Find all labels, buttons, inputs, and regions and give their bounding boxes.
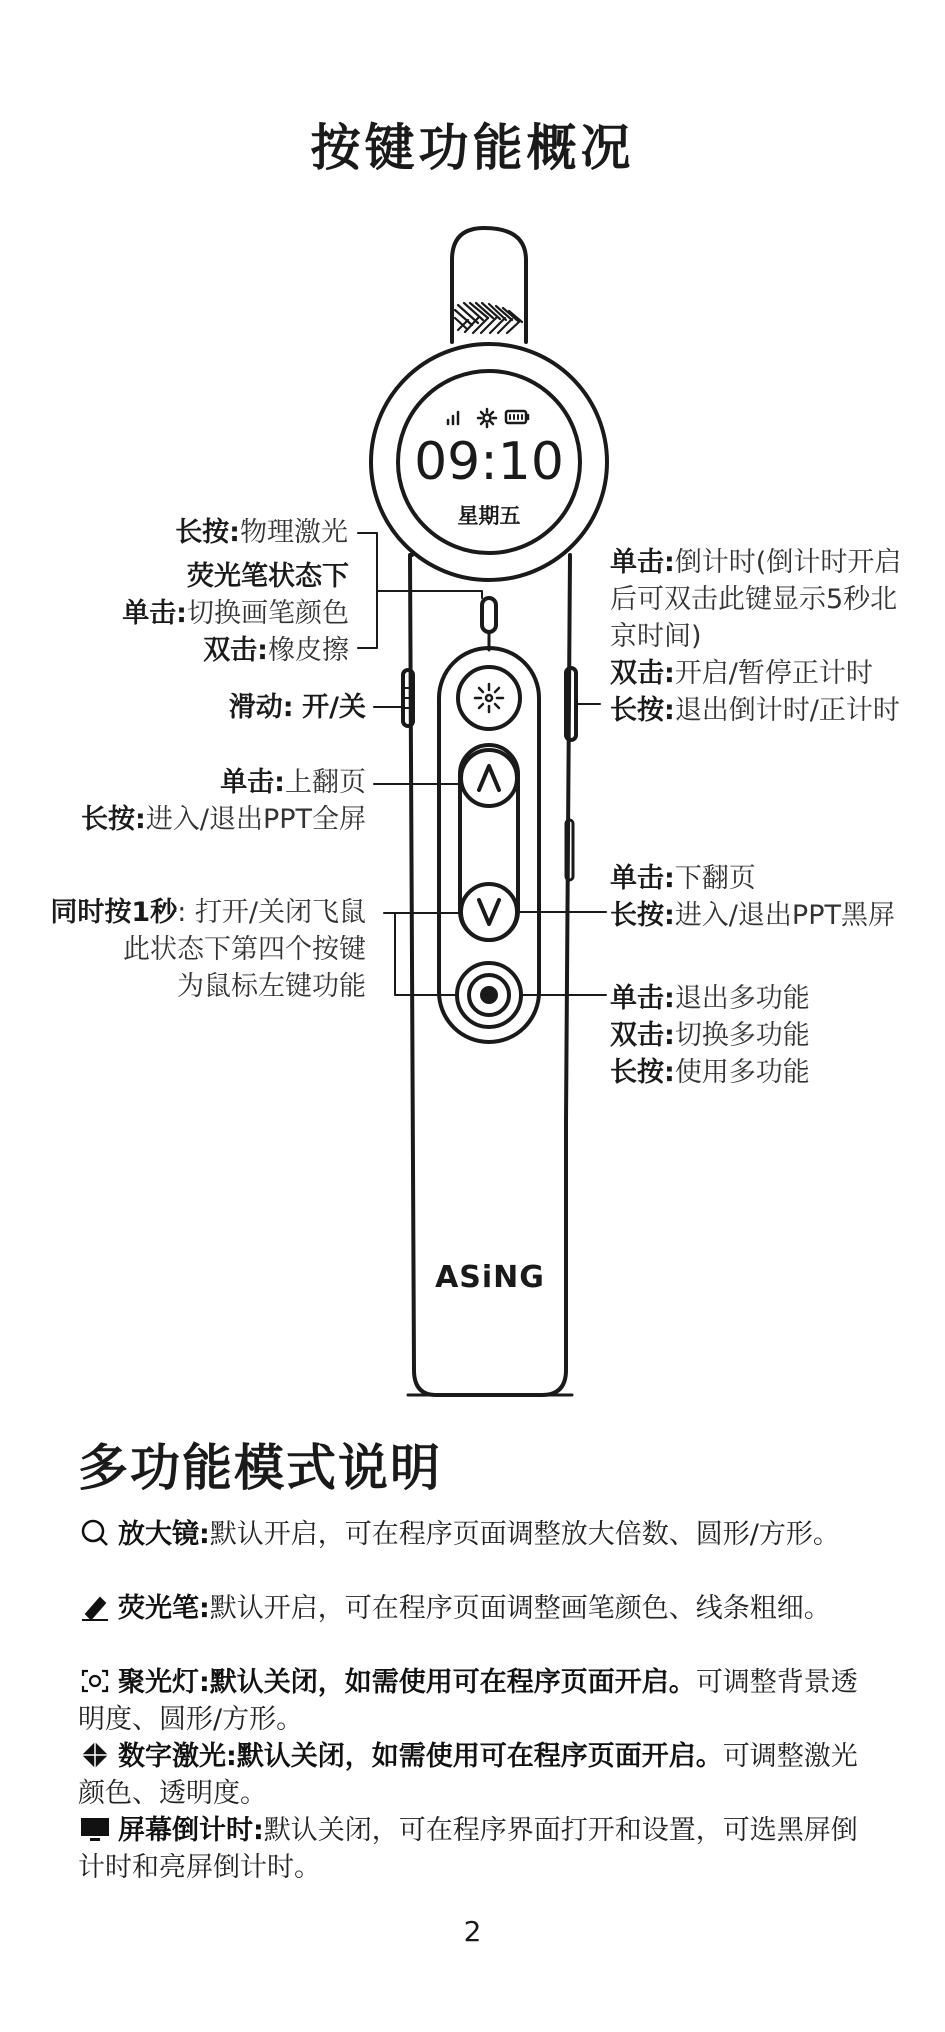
screen-time: 09:10 xyxy=(414,432,564,492)
magnifier-icon xyxy=(78,1518,112,1548)
multifunction-dot xyxy=(482,988,496,1002)
monitor-icon xyxy=(78,1814,112,1844)
mode-digital-laser: 数字激光:默认关闭，如需使用可在程序页面开启。可调整激光颜色、透明度。 xyxy=(78,1741,858,1809)
callout-multifunction: 单击:退出多功能 双击:切换多功能 长按:使用多功能 xyxy=(610,983,810,1088)
mode-magnifier: 放大镜:默认开启，可在程序页面调整放大倍数、圆形/方形。 xyxy=(78,1516,868,1553)
mode-highlighter: 荧光笔:默认开启，可在程序页面调整画笔颜色、线条粗细。 xyxy=(78,1590,868,1627)
callout-page-down: 单击:下翻页 长按:进入/退出PPT黑屏 xyxy=(610,863,895,931)
pen-icon xyxy=(78,1592,112,1622)
callout-top-left: 长按:物理激光 xyxy=(175,517,348,548)
callout-side-timer: 单击:倒计时(倒计时开启 后可双击此键显示5秒北 京时间) 双击:开启/暂停正计时 长按:退出倒计时/正计时 xyxy=(610,547,902,726)
callout-highlighter-state: 荧光笔状态下 单击:切换画笔颜色 双击:橡皮擦 xyxy=(122,561,349,666)
callout-simultaneous: 同时按1秒: 打开/关闭飞鼠 此状态下第四个按键 为鼠标左键功能 xyxy=(50,897,366,1002)
callout-page-up: 单击:上翻页 长按:进入/退出PPT全屏 xyxy=(81,767,366,835)
spotlight-icon xyxy=(78,1666,112,1696)
mode-screen-countdown: 屏幕倒计时:默认关闭，可在程序界面打开和设置，可选黑屏倒计时和亮屏倒计时。 xyxy=(78,1815,858,1883)
grip-texture xyxy=(455,303,522,333)
callout-slide: 滑动: 开/关 xyxy=(228,692,366,723)
led-indicator xyxy=(482,598,496,632)
laser-diamond-icon xyxy=(78,1740,112,1770)
page-up-button xyxy=(461,750,517,806)
modes-section-title: 多功能模式说明 xyxy=(78,1439,442,1497)
page-title: 按键功能概况 xyxy=(310,119,635,177)
brand-logo: ASiNG xyxy=(435,1260,545,1295)
screen-weekday: 星期五 xyxy=(457,504,521,528)
page-number: 2 xyxy=(463,1915,482,1948)
laser-button xyxy=(458,667,520,729)
laser-button-icon xyxy=(475,684,503,712)
page-down-button xyxy=(461,884,517,940)
mode-spotlight: 聚光灯:默认关闭，如需使用可在程序页面开启。可调整背景透明度、圆形/方形。 xyxy=(78,1667,858,1735)
